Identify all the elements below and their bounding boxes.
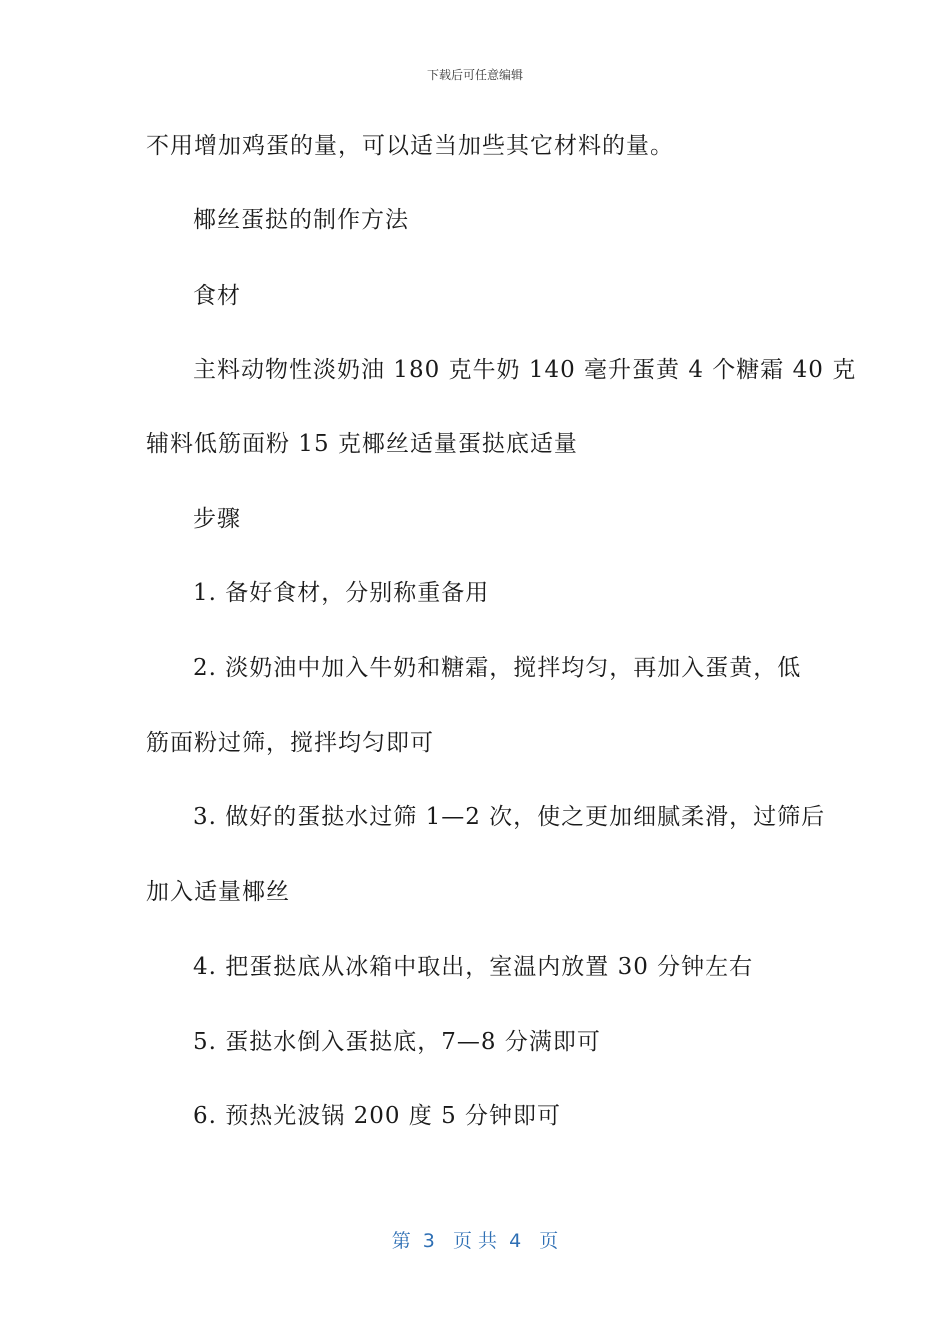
section-steps-heading: 步骤 — [193, 506, 241, 532]
step-6: 6. 预热光波锅 200 度 5 分钟即可 — [193, 1103, 562, 1129]
main-ingredients: 主料动物性淡奶油 180 克牛奶 140 毫升蛋黄 4 个糖霜 40 克 — [193, 357, 857, 383]
step-3-continued: 加入适量椰丝 — [146, 879, 290, 905]
page-header: 下载后可任意编辑 — [426, 68, 523, 82]
auxiliary-ingredients: 辅料低筋面粉 15 克椰丝适量蛋挞底适量 — [146, 431, 578, 457]
step-3: 3. 做好的蛋挞水过筛 1—2 次，使之更加细腻柔滑，过筛后 — [193, 804, 826, 830]
step-5: 5. 蛋挞水倒入蛋挞底，7—8 分满即可 — [193, 1029, 601, 1055]
page-number-footer: 第 3 页 共 4 页 — [391, 1230, 559, 1252]
step-4: 4. 把蛋挞底从冰箱中取出，室温内放置 30 分钟左右 — [193, 954, 754, 980]
recipe-title: 椰丝蛋挞的制作方法 — [193, 207, 409, 233]
step-2: 2. 淡奶油中加入牛奶和糖霜，搅拌均匀，再加入蛋黄，低 — [193, 655, 802, 681]
body-line-1: 不用增加鸡蛋的量，可以适当加些其它材料的量。 — [146, 133, 674, 159]
step-2-continued: 筋面粉过筛，搅拌均匀即可 — [146, 730, 434, 756]
section-ingredients-heading: 食材 — [193, 283, 241, 309]
step-1: 1. 备好食材，分别称重备用 — [193, 580, 490, 606]
